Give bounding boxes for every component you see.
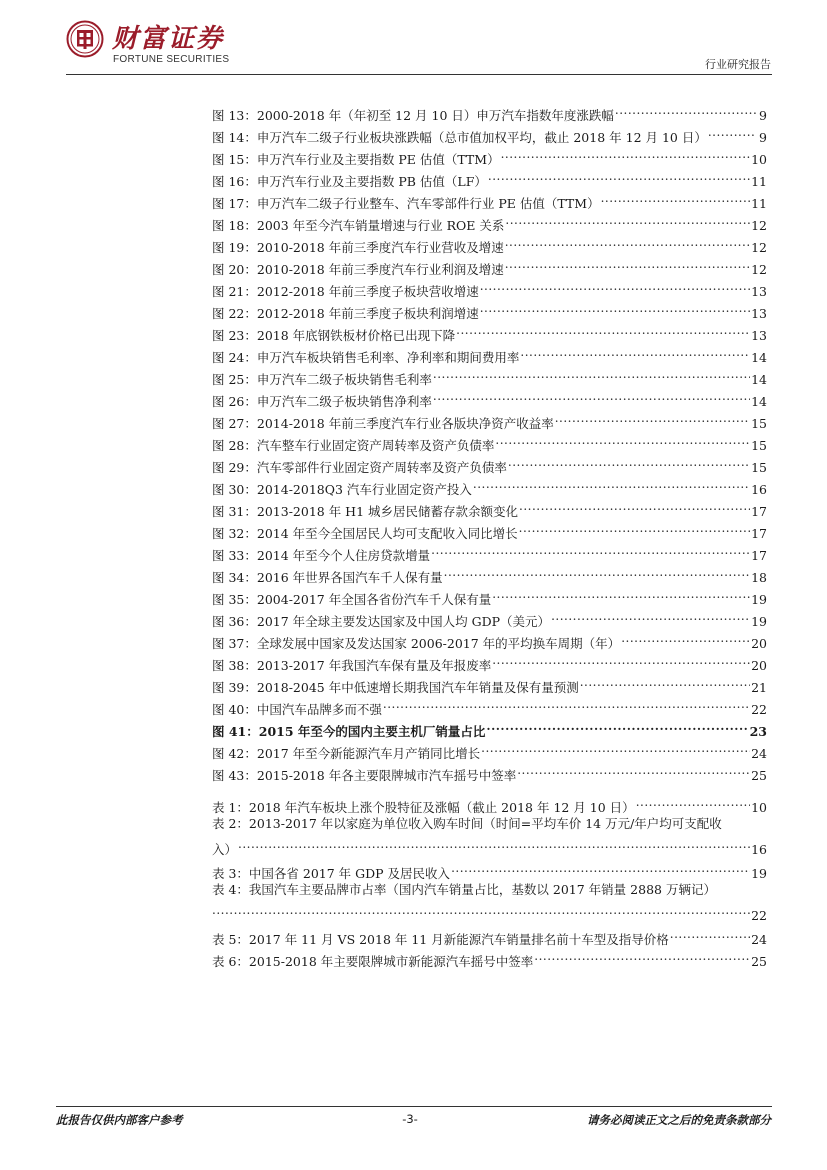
toc-label: 图 35：2004-2017 年全国各省份汽车千人保有量 xyxy=(212,592,492,607)
toc-entry[interactable] xyxy=(212,814,767,857)
toc-label: 图 34：2016 年世界各国汽车千人保有量 xyxy=(212,570,443,585)
toc-entry[interactable] xyxy=(212,364,767,387)
toc-entry[interactable] xyxy=(212,474,767,497)
toc-label: 图 13：2000-2018 年（年初至 12 月 10 日）申万汽车指数年度涨跌幅 xyxy=(212,108,614,123)
toc-label: 图 18：2003 年至今汽车销量增速与行业 ROE 关系 xyxy=(212,218,505,233)
toc-entry[interactable] xyxy=(212,254,767,277)
toc-entry[interactable] xyxy=(212,298,767,321)
toc-entry[interactable] xyxy=(212,924,767,947)
toc-label: 图 42：2017 年至今新能源汽车月产销同比增长 xyxy=(212,746,481,761)
toc-entry[interactable] xyxy=(212,858,767,881)
toc-label: 图 15：申万汽车行业及主要指数 PE 估值（TTM） xyxy=(212,152,500,167)
report-type: 行业研究报告 xyxy=(705,58,771,71)
toc-entry[interactable] xyxy=(212,880,767,923)
toc-page: 21 xyxy=(751,680,767,695)
toc-page: 19 xyxy=(751,614,767,629)
toc-label: 图 23：2018 年底钢铁板材价格已出现下降 xyxy=(212,328,456,343)
brand-name-cn: 财富证券 xyxy=(112,24,225,54)
toc-label: 图 40：中国汽车品牌多而不强 xyxy=(212,702,382,717)
toc-label: 图 24：申万汽车板块销售毛利率、净利率和期间费用率 xyxy=(212,350,520,365)
toc-page: 25 xyxy=(751,768,767,783)
toc-entry[interactable] xyxy=(212,672,767,695)
toc-label: 图 32：2014 年至今全国居民人均可支配收入同比增长 xyxy=(212,526,518,541)
toc-page: 17 xyxy=(751,526,767,541)
toc-entry[interactable] xyxy=(212,628,767,651)
toc-entry[interactable] xyxy=(212,496,767,519)
toc-entry[interactable] xyxy=(212,100,767,123)
toc-entry[interactable] xyxy=(212,694,767,717)
toc-page: 15 xyxy=(751,460,767,475)
toc-page: 22 xyxy=(751,908,767,923)
toc-label: 图 36：2017 年全球主要发达国家及中国人均 GDP（美元） xyxy=(212,614,551,629)
toc-label: 图 28：汽车整车行业固定资产周转率及资产负债率 xyxy=(212,438,495,453)
toc-label: 图 21：2012-2018 年前三季度子板块营收增速 xyxy=(212,284,479,299)
toc-entry[interactable] xyxy=(212,650,767,673)
toc-label: 图 31：2013-2018 年 H1 城乡居民储蓄存款余额变化 xyxy=(212,504,519,519)
toc-entry[interactable] xyxy=(212,518,767,541)
toc-label: 图 43：2015-2018 年各主要限牌城市汽车摇号中签率 xyxy=(212,768,517,783)
toc-entry[interactable] xyxy=(212,738,767,761)
toc-page: 18 xyxy=(751,570,767,585)
toc-label: 图 14：申万汽车二级子行业板块涨跌幅（总市值加权平均，截止 2018 年 12 月 10 日） xyxy=(212,130,707,145)
footer-disclaimer-left: 此报告仅供内部客户参考 xyxy=(56,1113,183,1127)
toc-entry[interactable] xyxy=(212,386,767,409)
toc-page: 9 xyxy=(759,108,767,123)
toc-entry[interactable] xyxy=(212,792,767,815)
toc-label: 图 27：2014-2018 年前三季度汽车行业各版块净资产收益率 xyxy=(212,416,554,431)
page-number: -3- xyxy=(402,1112,418,1126)
toc-page: 12 xyxy=(751,240,767,255)
toc-entry[interactable] xyxy=(212,188,767,211)
toc-page: 15 xyxy=(751,416,767,431)
toc-label: 表 4：我国汽车主要品牌市占率（国内汽车销量占比，基数以 2017 年销量 2888 万辆记） xyxy=(212,882,716,897)
toc-page: 11 xyxy=(751,196,767,211)
toc-page: 24 xyxy=(751,932,767,947)
toc-entry[interactable] xyxy=(212,452,767,475)
toc-label: 图 37：全球发展中国家及发达国家 2006-2017 年的平均换车周期（年） xyxy=(212,636,621,651)
toc-entry[interactable] xyxy=(212,760,767,783)
toc-page: 23 xyxy=(749,724,767,739)
toc-label-cont: 入） xyxy=(212,842,238,857)
toc-entry-current[interactable] xyxy=(212,716,767,739)
toc-label: 表 1：2018 年汽车板块上涨个股特征及涨幅（截止 2018 年 12 月 10 日） xyxy=(212,800,635,815)
toc-page: 25 xyxy=(751,954,767,969)
toc-label: 图 22：2012-2018 年前三季度子板块利润增速 xyxy=(212,306,479,321)
toc-page: 19 xyxy=(751,592,767,607)
toc-entry[interactable] xyxy=(212,342,767,365)
toc-label: 图 20：2010-2018 年前三季度汽车行业利润及增速 xyxy=(212,262,504,277)
toc-entry[interactable] xyxy=(212,562,767,585)
toc-entry[interactable] xyxy=(212,122,767,145)
toc-page: 14 xyxy=(751,394,767,409)
toc-label: 图 16：申万汽车行业及主要指数 PB 估值（LF） xyxy=(212,174,487,189)
toc-page: 11 xyxy=(751,174,767,189)
toc-page: 17 xyxy=(751,504,767,519)
toc-page: 16 xyxy=(751,842,767,857)
toc-entry[interactable] xyxy=(212,946,767,969)
page-header xyxy=(0,0,827,80)
toc-label: 图 41：2015 年至今的国内主要主机厂销量占比 xyxy=(212,724,486,739)
toc-entry[interactable] xyxy=(212,430,767,453)
toc-entry[interactable] xyxy=(212,232,767,255)
toc-page: 20 xyxy=(751,636,767,651)
toc-page: 10 xyxy=(751,800,767,815)
toc-page: 24 xyxy=(751,746,767,761)
toc-label: 图 26：申万汽车二级子板块销售净利率 xyxy=(212,394,432,409)
toc-entry[interactable] xyxy=(212,584,767,607)
toc-page: 14 xyxy=(751,372,767,387)
toc-page: 12 xyxy=(751,218,767,233)
toc-entry[interactable] xyxy=(212,540,767,563)
toc-page: 19 xyxy=(751,866,767,881)
toc-entry[interactable] xyxy=(212,166,767,189)
toc-label: 表 2：2013-2017 年以家庭为单位收入购车时间（时间=平均车价 14 万元/年户均可支配收 xyxy=(212,816,722,831)
toc-entry[interactable] xyxy=(212,276,767,299)
toc-entry[interactable] xyxy=(212,144,767,167)
toc-page: 13 xyxy=(751,284,767,299)
toc-page: 13 xyxy=(751,328,767,343)
toc-page: 15 xyxy=(751,438,767,453)
header-divider xyxy=(66,74,772,75)
toc-label: 表 6：2015-2018 年主要限牌城市新能源汽车摇号中签率 xyxy=(212,954,534,969)
fortune-securities-logo-icon xyxy=(66,20,104,58)
brand-name-en: FORTUNE SECURITIES xyxy=(113,54,230,65)
toc-page: 17 xyxy=(751,548,767,563)
footer-divider xyxy=(56,1106,772,1107)
toc-label: 表 5：2017 年 11 月 VS 2018 年 11 月新能源汽车销量排名前十车型及指导价格 xyxy=(212,932,669,947)
toc-label: 图 38：2013-2017 年我国汽车保有量及年报废率 xyxy=(212,658,492,673)
toc-entry[interactable] xyxy=(212,320,767,343)
toc-page: 13 xyxy=(751,306,767,321)
toc-page: 9 xyxy=(759,130,767,145)
toc-label: 图 39：2018-2045 年中低速增长期我国汽车年销量及保有量预测 xyxy=(212,680,579,695)
toc-page: 14 xyxy=(751,350,767,365)
toc-label: 图 33：2014 年至今个人住房贷款增量 xyxy=(212,548,431,563)
toc-entry[interactable] xyxy=(212,606,767,629)
toc-label: 图 30：2014-2018Q3 汽车行业固定资产投入 xyxy=(212,482,472,497)
toc-label: 图 25：申万汽车二级子板块销售毛利率 xyxy=(212,372,432,387)
toc-page: 10 xyxy=(751,152,767,167)
toc-label: 图 19：2010-2018 年前三季度汽车行业营收及增速 xyxy=(212,240,504,255)
toc-page: 20 xyxy=(751,658,767,673)
toc-entry[interactable] xyxy=(212,210,767,233)
toc-page: 12 xyxy=(751,262,767,277)
toc-page: 22 xyxy=(751,702,767,717)
toc-entry[interactable] xyxy=(212,408,767,431)
footer-disclaimer-right: 请务必阅读正文之后的免责条款部分 xyxy=(587,1113,771,1127)
toc-label: 表 3：中国各省 2017 年 GDP 及居民收入 xyxy=(212,866,451,881)
toc-label: 图 29：汽车零部件行业固定资产周转率及资产负债率 xyxy=(212,460,507,475)
toc-page: 16 xyxy=(751,482,767,497)
toc-label: 图 17：申万汽车二级子行业整车、汽车零部件行业 PE 估值（TTM） xyxy=(212,196,600,211)
